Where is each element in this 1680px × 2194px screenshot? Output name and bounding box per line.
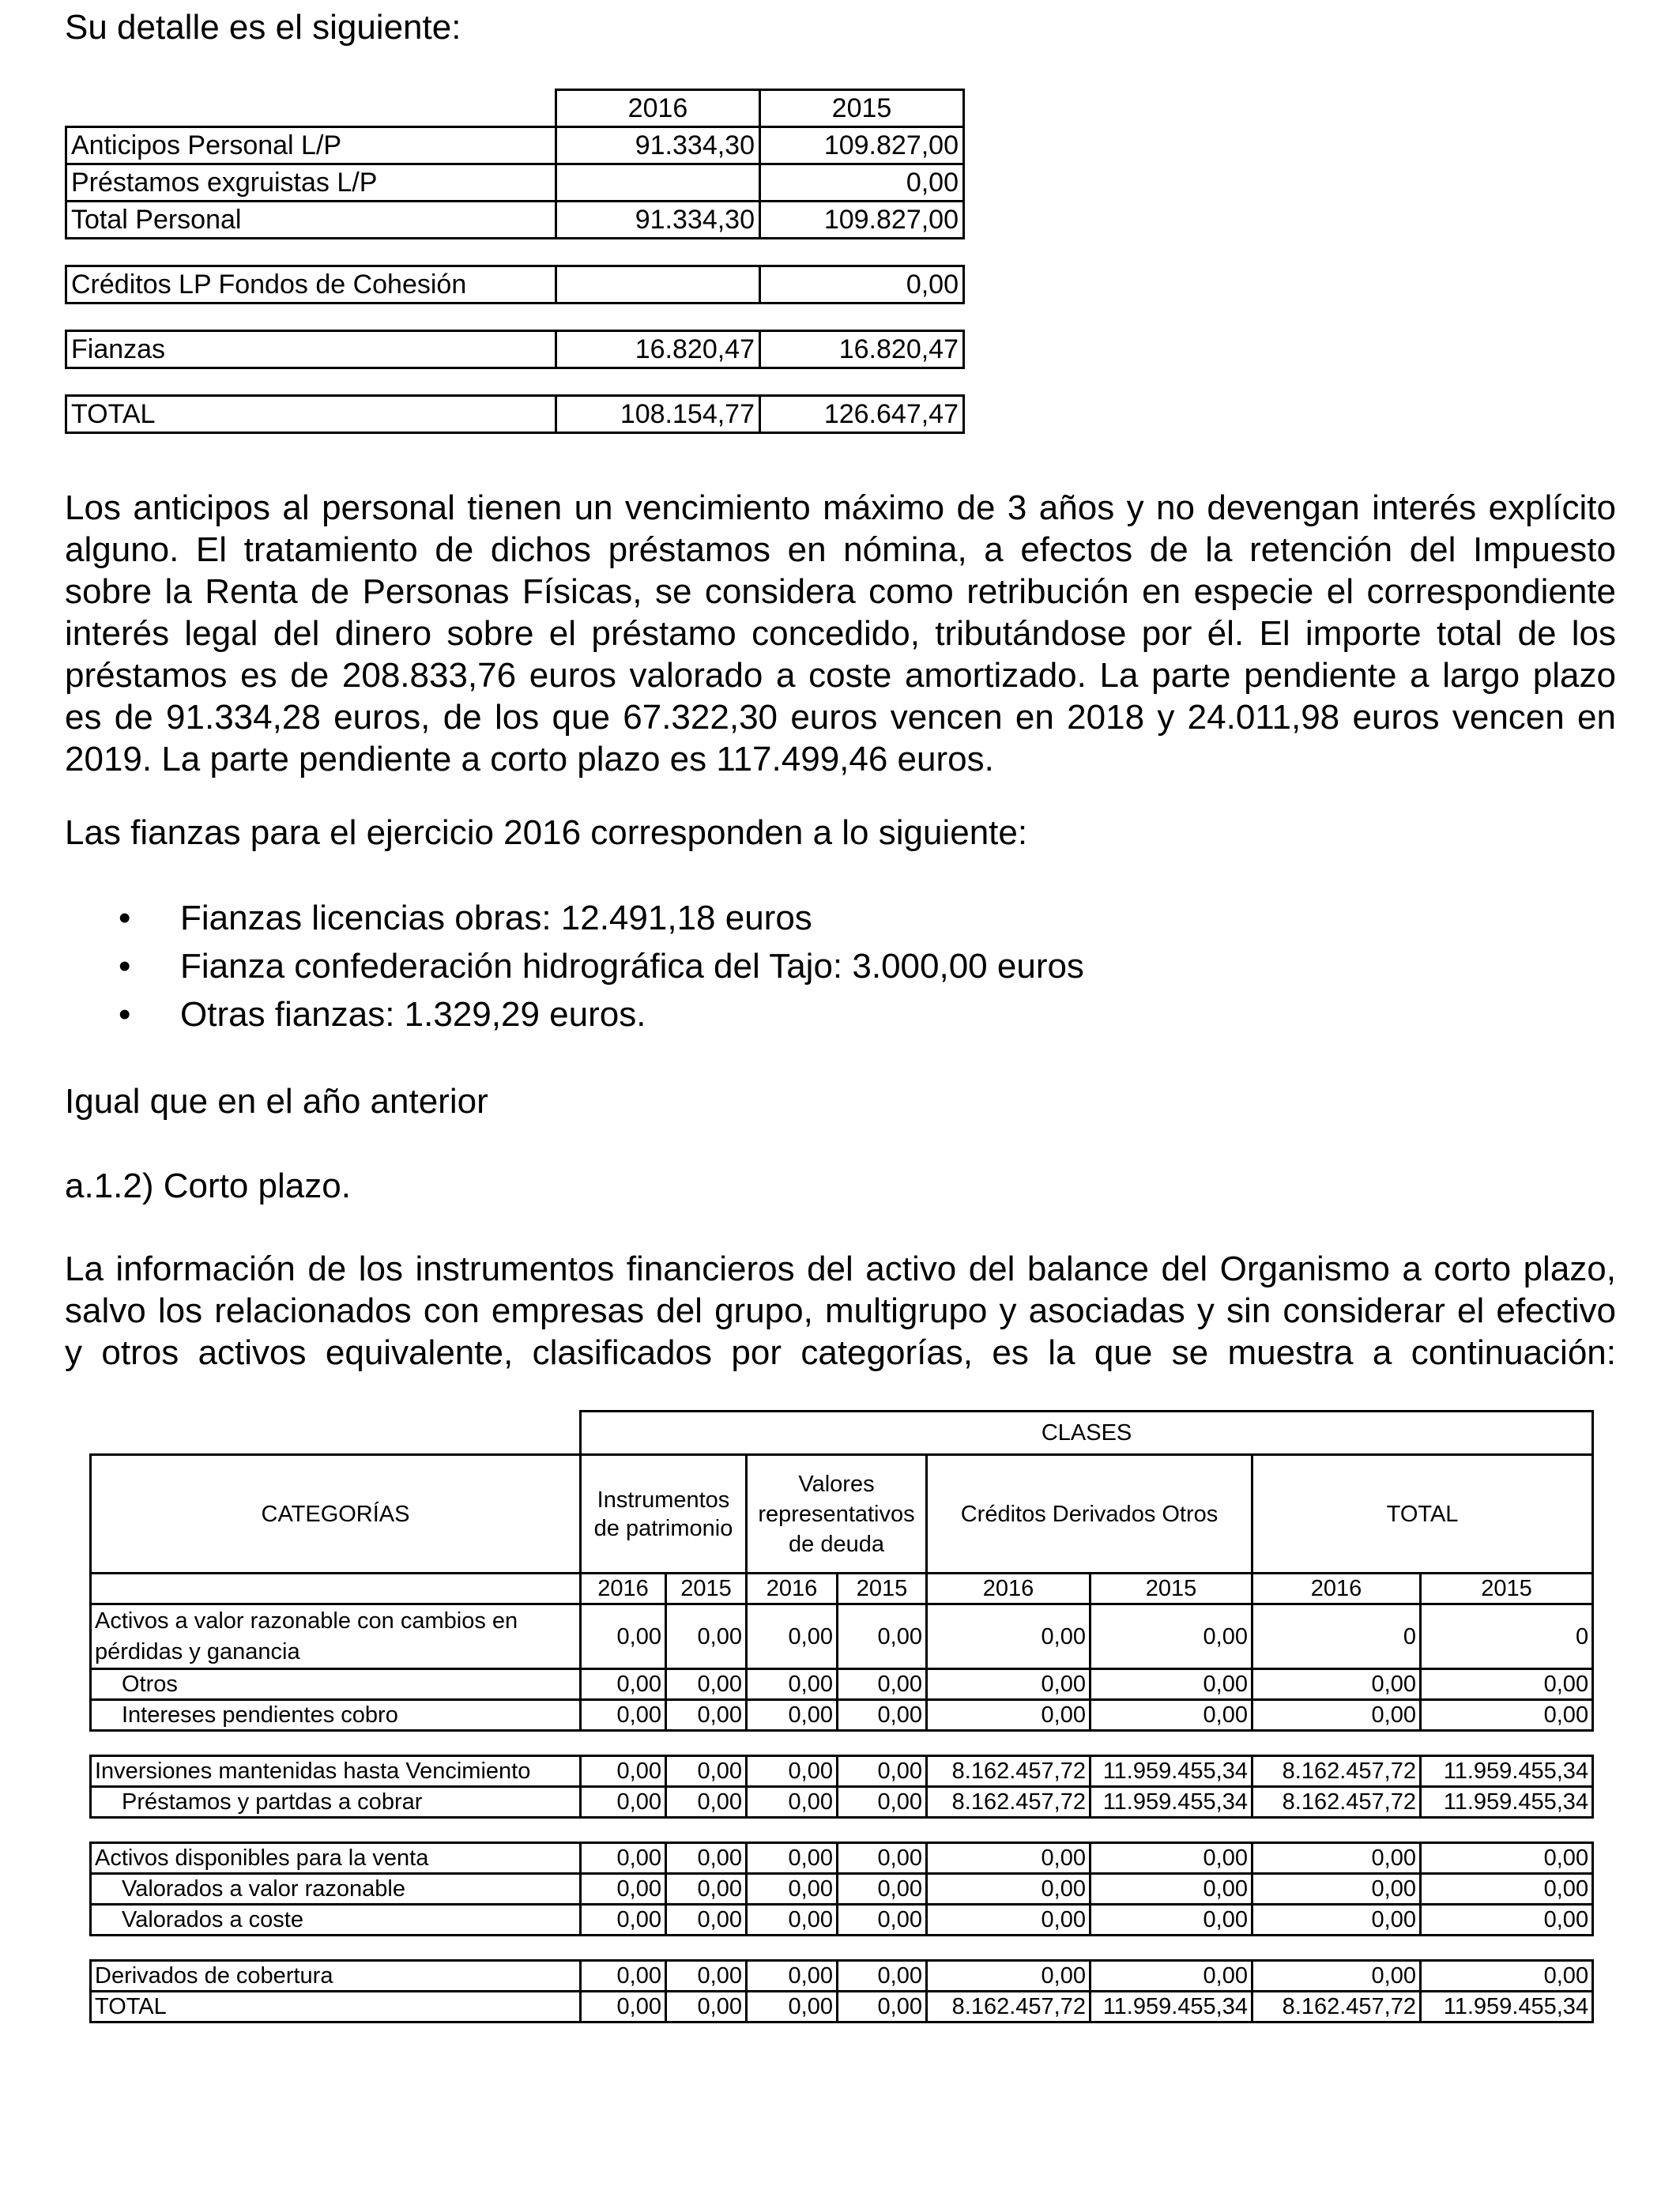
paragraph-line: 2019. La parte pendiente a corto plazo es 117.499,46 euros. [65,740,994,778]
table-cell: 0,00 [1090,1700,1252,1731]
year-header: 2016 [1252,1574,1421,1604]
label-line: pérdidas y ganancia [95,1638,300,1664]
table-cell: 0,00 [666,1961,747,1992]
row-label: Préstamos exgruistas L/P [66,164,556,202]
paragraph-line: sobre la Renta de Personas Físicas, se considera como retribución en especie el correspondiente [65,572,1616,611]
table-cell: 8.162.457,72 [927,1787,1090,1818]
table-row [66,164,964,202]
table-cell: 0 [1421,1604,1593,1669]
header-line: Valores [798,1471,875,1497]
personal-loans-table [65,89,965,434]
table-cell: 0,00 [1090,1604,1252,1669]
table-cell: 0,00 [747,1905,838,1936]
table-row [66,396,964,433]
table-cell: 0,00 [1252,1669,1421,1700]
table-cell: 0,00 [666,1905,747,1936]
table-cell: 8.162.457,72 [927,1992,1090,2022]
table-cell: 0,00 [581,1992,666,2022]
table-cell: 0,00 [581,1756,666,1787]
row-label: Activos disponibles para la venta [91,1843,581,1874]
table-cell: 0,00 [581,1874,666,1905]
table-cell: 0,00 [747,1843,838,1874]
table-cell: 0,00 [927,1961,1090,1992]
table-cell: 0,00 [581,1700,666,1731]
row-label: Total Personal [66,202,556,239]
table-cell: 0,00 [666,1787,747,1818]
financial-instruments-table [89,1410,1594,2023]
row-label: Anticipos Personal L/P [66,127,556,164]
cell-2015: 16.820,47 [760,331,964,368]
igual-text: Igual que en el año anterior [65,1082,488,1121]
row-label: Inversiones mantenidas hasta Vencimiento [91,1756,581,1787]
table-row [91,1756,1593,1787]
corto-plazo-paragraph [65,1248,1616,1374]
table-cell: 0,00 [581,1843,666,1874]
table-row [91,1905,1593,1936]
list-item: Fianzas licencias obras: 12.491,18 euros [180,899,812,937]
table-cell: 0,00 [747,1700,838,1731]
header-line: de patrimonio [593,1515,733,1541]
total-header: TOTAL [1252,1455,1593,1574]
table-cell: 0,00 [581,1669,666,1700]
cell-2016: 108.154,77 [556,396,760,433]
table-cell: 0,00 [1252,1905,1421,1936]
table-cell: 8.162.457,72 [927,1756,1090,1787]
table-cell: 0,00 [666,1756,747,1787]
cell-2015: 126.647,47 [760,396,964,433]
table-cell: 0,00 [927,1905,1090,1936]
table-cell: 0,00 [1421,1843,1593,1874]
paragraph-line: alguno. El tratamiento de dichos préstamos en nómina, a efectos de la retención del Impuesto [65,530,1616,569]
table-cell: 8.162.457,72 [1252,1756,1421,1787]
table-cell: 11.959.455,34 [1090,1787,1252,1818]
table-cell: 0,00 [838,1843,927,1874]
header-line: representativos [758,1501,915,1527]
section-heading: a.1.2) Corto plazo. [65,1167,351,1205]
cell-2016: 16.820,47 [556,331,760,368]
row-label: Derivados de cobertura [91,1961,581,1992]
table-row [91,1992,1593,2022]
bullet-icon: • [119,947,131,986]
table-cell: 0,00 [838,1992,927,2022]
table-cell: 0,00 [747,1874,838,1905]
table-row [91,1700,1593,1731]
table-cell: 0,00 [1421,1700,1593,1731]
year-header: 2015 [1090,1574,1252,1604]
table-cell: 0,00 [747,1787,838,1818]
table-cell: 0,00 [666,1992,747,2022]
clases-header: CLASES [581,1412,1593,1455]
table-cell: 0,00 [1090,1669,1252,1700]
row-label: TOTAL [91,1992,581,2022]
table-cell: 0,00 [838,1787,927,1818]
table-cell: 0,00 [1421,1905,1593,1936]
creditos-header: Créditos Derivados Otros [927,1455,1252,1574]
table-cell: 0,00 [581,1961,666,1992]
table-cell: 11.959.455,34 [1421,1787,1593,1818]
row-label: TOTAL [66,396,556,433]
cell-2015: 109.827,00 [760,202,964,239]
table-cell: 0,00 [747,1756,838,1787]
table-row [91,1961,1593,1992]
column-header: 2015 [760,90,964,127]
year-header: 2015 [666,1574,747,1604]
table-cell: 0,00 [1252,1961,1421,1992]
cell-2016: 91.334,30 [556,202,760,239]
table-cell: 0,00 [838,1604,927,1669]
table-cell: 8.162.457,72 [1252,1787,1421,1818]
table-cell: 11.959.455,34 [1090,1992,1252,2022]
table-cell: 0,00 [1090,1843,1252,1874]
table-cell: 0,00 [1252,1843,1421,1874]
table-row [66,331,964,368]
header-line: de deuda [789,1531,884,1557]
table-cell: 11.959.455,34 [1090,1756,1252,1787]
table-row [66,202,964,239]
table-cell: 0,00 [747,1604,838,1669]
table-cell: 0,00 [747,1961,838,1992]
table-cell: 0,00 [666,1843,747,1874]
table-row [66,127,964,164]
header-line: Instrumentos [597,1487,730,1513]
table-cell: 0,00 [838,1961,927,1992]
categorias-header: CATEGORÍAS [91,1455,581,1574]
anticipos-paragraph [65,487,1616,780]
cell-2015: 0,00 [760,164,964,202]
table-cell: 0,00 [747,1992,838,2022]
cell-2015: 109.827,00 [760,127,964,164]
table-cell: 0,00 [581,1787,666,1818]
paragraph-line: es de 91.334,28 euros, de los que 67.322,30 euros vencen en 2018 y 24.011,98 euros vencen en [65,698,1616,737]
table-cell: 0,00 [666,1604,747,1669]
table-header-row [66,90,964,127]
table-row [66,266,964,303]
table-cell: 0,00 [581,1604,666,1669]
row-label: Valorados a valor razonable [91,1874,581,1905]
year-header: 2015 [838,1574,927,1604]
fianzas-intro: Las fianzas para el ejercicio 2016 corresponden a lo siguiente: [65,813,1028,852]
table-row [91,1843,1593,1874]
table-cell: 11.959.455,34 [1421,1992,1593,2022]
paragraph-line: La información de los instrumentos financieros del activo del balance del Organismo a corto plazo, [65,1250,1616,1288]
table-cell: 0,00 [666,1669,747,1700]
bullet-icon: • [119,899,131,937]
cell-2016: 91.334,30 [556,127,760,164]
table-cell: 11.959.455,34 [1421,1756,1593,1787]
table-cell: 8.162.457,72 [1252,1992,1421,2022]
table-cell: 0,00 [838,1874,927,1905]
year-header: 2016 [747,1574,838,1604]
years-row [91,1574,1593,1604]
table-cell: 0 [1252,1604,1421,1669]
year-header: 2016 [581,1574,666,1604]
table-cell: 0,00 [1090,1905,1252,1936]
table-cell: 0,00 [927,1604,1090,1669]
year-header: 2016 [927,1574,1090,1604]
row-label [91,1604,581,1669]
bullet-icon: • [119,995,131,1034]
table-cell: 0,00 [927,1843,1090,1874]
table-cell: 0,00 [1090,1874,1252,1905]
column-header: 2016 [556,90,760,127]
paragraph-line: salvo los relacionados con empresas del grupo, multigrupo y asociadas y sin considerar el efectivo [65,1291,1616,1330]
table-cell: 0,00 [1421,1669,1593,1700]
table-cell: 0,00 [838,1669,927,1700]
row-label: Préstamos y partdas a cobrar [91,1787,581,1818]
row-label: Valorados a coste [91,1905,581,1936]
table-cell: 0,00 [838,1905,927,1936]
table-row [91,1787,1593,1818]
table-row [91,1874,1593,1905]
list-item: Otras fianzas: 1.329,29 euros. [180,995,646,1034]
table-cell: 0,00 [1421,1874,1593,1905]
table-cell: 0,00 [1252,1700,1421,1731]
paragraph-line: interés legal del dinero sobre el préstamo concedido, tributándose por él. El importe total de los [65,614,1616,653]
table-row [91,1669,1593,1700]
table-cell: 0,00 [666,1874,747,1905]
paragraph-line: Los anticipos al personal tienen un vencimiento máximo de 3 años y no devengan interés explícito [65,488,1616,527]
row-label: Otros [91,1669,581,1700]
table-cell: 0,00 [1090,1961,1252,1992]
cell-2015: 0,00 [760,266,964,303]
row-label: Intereses pendientes cobro [91,1700,581,1731]
row-label: Créditos LP Fondos de Cohesión [66,266,556,303]
cell-2016 [556,266,760,303]
instrumentos-header [581,1455,747,1574]
row-label: Fianzas [66,331,556,368]
label-line: Activos a valor razonable con cambios en [95,1608,518,1634]
valores-header [747,1455,927,1574]
table-cell: 0,00 [838,1700,927,1731]
table-cell: 0,00 [747,1669,838,1700]
table-cell: 0,00 [927,1874,1090,1905]
paragraph-line: y otros activos equivalente, clasificados por categorías, es la que se muestra a continuación: [65,1333,1616,1372]
table-cell: 0,00 [1252,1874,1421,1905]
list-item: Fianza confederación hidrográfica del Tajo: 3.000,00 euros [180,947,1084,986]
table-cell: 0,00 [927,1700,1090,1731]
table-cell: 0,00 [666,1700,747,1731]
table-cell: 0,00 [838,1756,927,1787]
year-header: 2015 [1421,1574,1593,1604]
cell-2016 [556,164,760,202]
intro-text: Su detalle es el siguiente: [65,8,461,47]
paragraph-line: préstamos es de 208.833,76 euros valorado a coste amortizado. La parte pendiente a largo plazo [65,656,1616,695]
table-cell: 0,00 [1421,1961,1593,1992]
table-row [91,1604,1593,1669]
table-cell: 0,00 [927,1669,1090,1700]
table-cell: 0,00 [581,1905,666,1936]
